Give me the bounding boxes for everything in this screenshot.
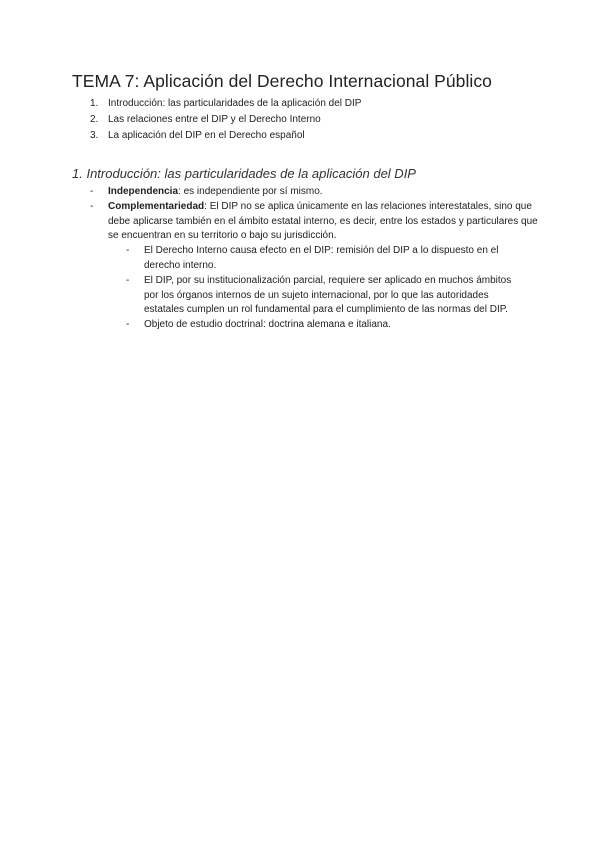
sub-bullet-text: El Derecho Interno causa efecto en el DIP: remisión del DIP a lo dispuesto en el derecho interno. [144, 245, 499, 271]
toc-item-number: 1. [90, 98, 99, 109]
toc-item-number: 3. [90, 130, 99, 141]
sub-bullet-list [108, 244, 526, 333]
toc-item [90, 128, 361, 144]
bullet-dash: - [90, 200, 94, 212]
sub-list-item [126, 318, 526, 333]
bullet-dash: - [90, 186, 94, 197]
list-item [90, 185, 540, 200]
toc-item-text: La aplicación del DIP en el Derecho español [108, 130, 305, 141]
bullet-dash: - [126, 319, 130, 331]
sub-bullet-text: El DIP, por su institucionalización parcial, requiere ser aplicado en muchos ámbitos por los órganos internos de un sujeto internacional, por lo que las autoridades estatales cumplen un rol fundamental para el cumplimiento de las normas del DIP. [144, 274, 512, 316]
section-bullet-list [90, 185, 540, 333]
toc-item [90, 112, 361, 128]
bullet-term: Independencia [108, 186, 179, 197]
toc-item-number: 2. [90, 114, 99, 125]
toc-item-text: Las relaciones entre el DIP y el Derecho Interno [108, 114, 321, 125]
toc-item [90, 96, 361, 112]
bullet-term: Complementariedad [108, 200, 205, 212]
bullet-dash: - [126, 245, 130, 257]
sub-list-item [126, 244, 526, 274]
sub-list-item [126, 274, 526, 318]
section-heading: 1. Introducción: las particularidades de la aplicación del DIP [72, 166, 416, 181]
toc-item-text: Introducción: las particularidades de la aplicación del DIP [108, 98, 362, 109]
bullet-text: : El DIP no se aplica únicamente en las relaciones interestatales, sino que debe aplicarse también en el ámbito estatal interno, es decir, entre los estados y particulares que se encuentran en su territorio o bajo su jurisdicción. [108, 200, 538, 242]
document-title: TEMA 7: Aplicación del Derecho Internacional Público [72, 71, 492, 91]
bullet-dash: - [126, 274, 130, 286]
sub-bullet-text: Objeto de estudio doctrinal: doctrina alemana e italiana. [144, 319, 391, 331]
table-of-contents [90, 96, 361, 144]
bullet-text: : es independiente por sí mismo. [178, 186, 323, 197]
list-item [90, 200, 540, 333]
